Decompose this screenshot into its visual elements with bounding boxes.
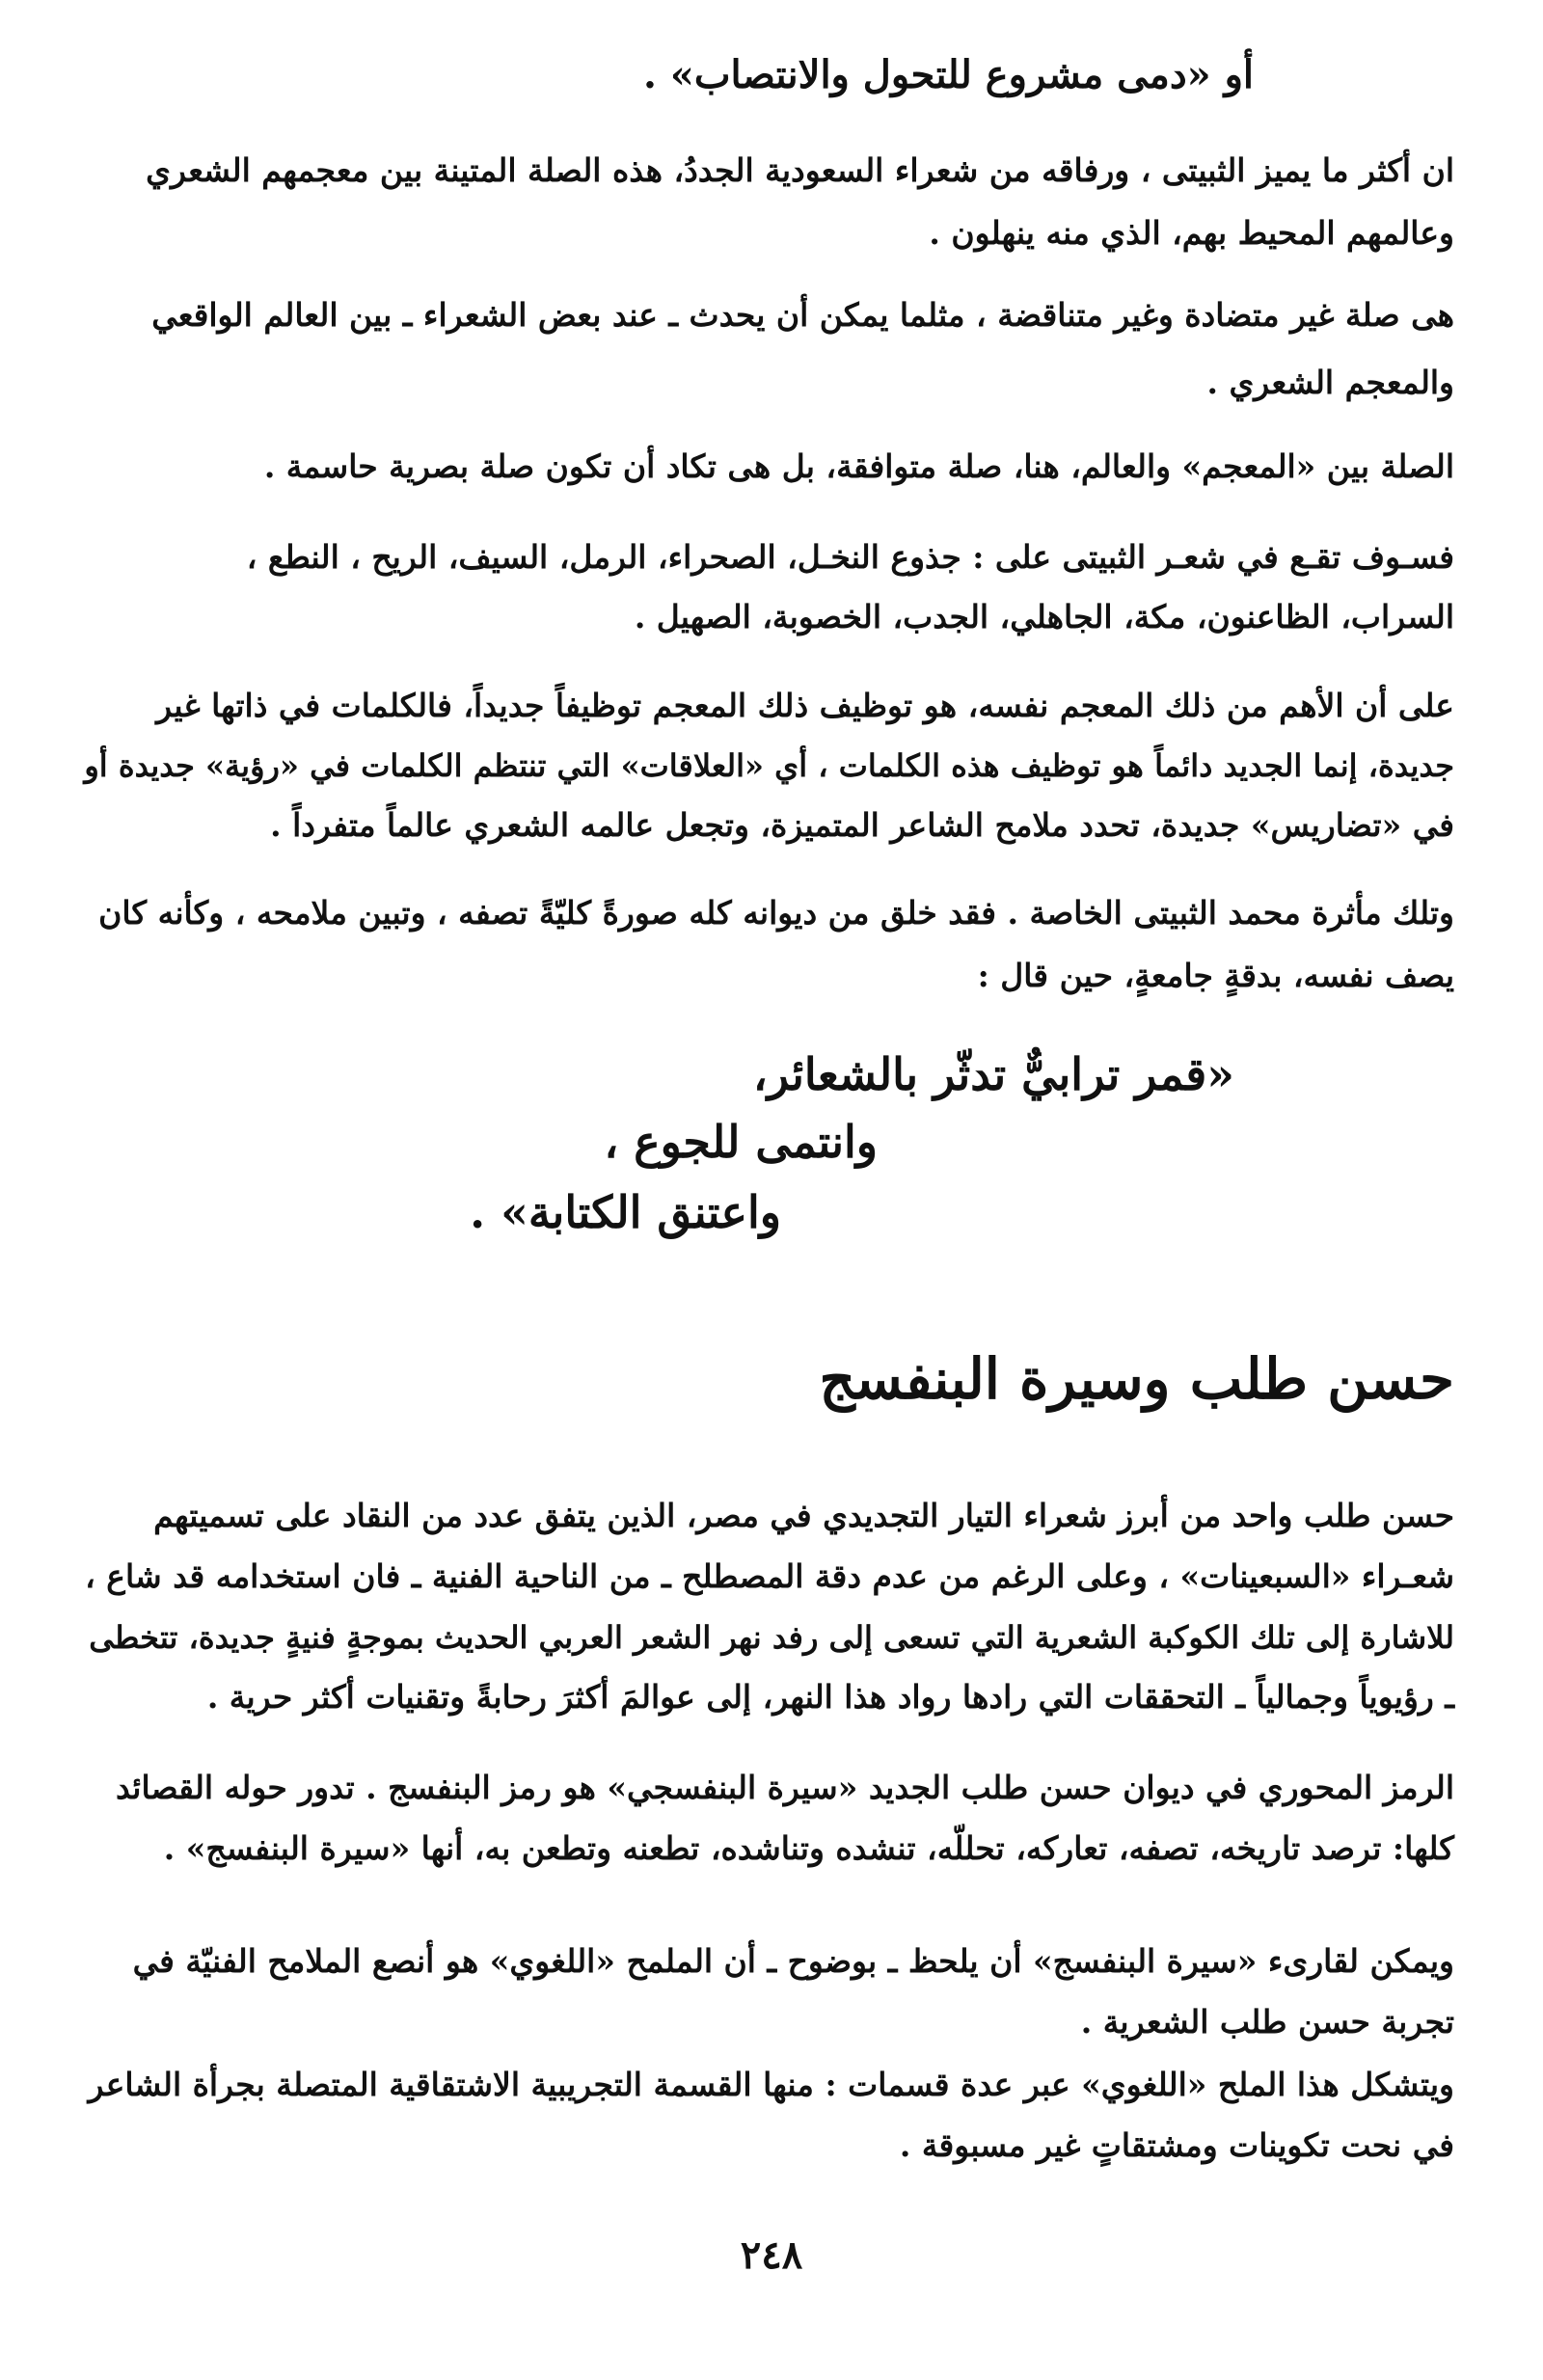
poem-line: «قمر ترابيٌّ تدثّر بالشعائر، — [752, 1048, 1234, 1100]
poem-line: وانتمى للجوع ، — [604, 1116, 878, 1168]
paragraph-line: تجربة حسن طلب الشعرية . — [1080, 2003, 1454, 2041]
paragraph-line: ويمكن لقارىء «سيرة البنفسج» أن يلحظ ـ بوضوح ـ أن الملمح «اللغوي» هو أنصع الملامح الفنيّة في — [132, 1942, 1454, 1980]
section-title-quote: أو «دمى مشروع للتحول والانتصاب» . — [643, 52, 1254, 97]
paragraph-line: ان أكثر ما يميز الثبيتى ، ورفاقه من شعراء السعودية الجددُ، هذه الصلة المتينة بين معجمهم الشعري — [146, 151, 1454, 189]
paragraph-line: هى صلة غير متضادة وغير متناقضة ، مثلما يمكن أن يحدث ـ عند بعض الشعراء ـ بين العالم الواقعي — [151, 296, 1454, 334]
paragraph-line: في «تضاريس» جديدة، تحدد ملامح الشاعر المتميزة، وتجعل عالمه الشعري عالماً متفرداً . — [270, 806, 1454, 844]
paragraph-line: السراب، الظاعنون، مكة، الجاهلي، الجدب، الخصوبة، الصهيل . — [634, 598, 1454, 636]
paragraph-line: على أن الأهم من ذلك المعجم نفسه، هو توظيف ذلك المعجم توظيفاً جديداً، فالكلمات في ذاتها غير — [156, 687, 1454, 724]
paragraph-line: كلها: ترصد تاريخه، تصفه، تعاركه، تحللّه، تنشده وتناشده، تطعنه وتطعن به، أنها «سيرة البنفسج» . — [163, 1829, 1454, 1867]
paragraph-line: وتلك مأثرة محمد الثبيتى الخاصة . فقد خلق من ديوانه كله صورةً كليّةً تصفه ، وتبين ملامحه ، وكأنه كان — [98, 894, 1454, 932]
paragraph-line: والمعجم الشعري . — [1206, 364, 1454, 401]
section-heading: حسن طلب وسيرة البنفسج — [819, 1346, 1454, 1412]
paragraph-line: شعـراء «السبعينات» ، وعلى الرغم من عدم دقة المصطلح ـ من الناحية الفنية ـ فان استخدامه قد شاع ، — [85, 1557, 1454, 1595]
paragraph-line: وعالمهم المحيط بهم، الذي منه ينهلون . — [929, 214, 1454, 252]
paragraph-line: في نحت تكوينات ومشتقاتٍ غير مسبوقة . — [899, 2126, 1454, 2164]
paragraph-line: الصلة بين «المعجم» والعالم، هنا، صلة متوافقة، بل هى تكاد أن تكون صلة بصرية حاسمة . — [263, 447, 1454, 485]
poem-line: واعتنق الكتابة» . — [470, 1186, 781, 1238]
paragraph-line: الرمز المحوري في ديوان حسن طلب الجديد «سيرة البنفسجي» هو رمز البنفسج . تدور حوله القصائد — [115, 1769, 1454, 1806]
paragraph-line: حسن طلب واحد من أبرز شعراء التيار التجديدي في مصر، الذين يتفق عدد من النقاد على تسميتهم — [153, 1497, 1454, 1534]
paragraph-line: يصف نفسه، بدقةٍ جامعةٍ، حين قال : — [977, 957, 1454, 994]
paragraph-line: للاشارة إلى تلك الكوكبة الشعرية التي تسعى إلى رفد نهر الشعر العربي الحديث بموجةٍ فنيةٍ جديدة، تتخطى — [89, 1619, 1454, 1656]
paragraph-line: ـ رؤيوياً وجمالياً ـ التحققات التي رادها رواد هذا النهر، إلى عوالمَ أكثرَ رحابةً وتقنيات أكثر حرية . — [206, 1678, 1454, 1716]
paragraph-line: فسـوف تقـع في شعـر الثبيتى على : جذوع النخـل، الصحراء، الرمل، السيف، الريح ، النطع ، — [246, 538, 1454, 576]
paragraph-line: جديدة، إنما الجديد دائماً هو توظيف هذه الكلمات ، أي «العلاقات» التي تنتظم الكلمات في «رؤية» جديدة أو — [84, 747, 1454, 784]
paragraph-line: ويتشكل هذا الملح «اللغوي» عبر عدة قسمات : منها القسمة التجريبية الاشتقاقية المتصلة بجرأة الشاعر — [88, 2066, 1454, 2103]
page-number: ٢٤٨ — [740, 2232, 803, 2278]
